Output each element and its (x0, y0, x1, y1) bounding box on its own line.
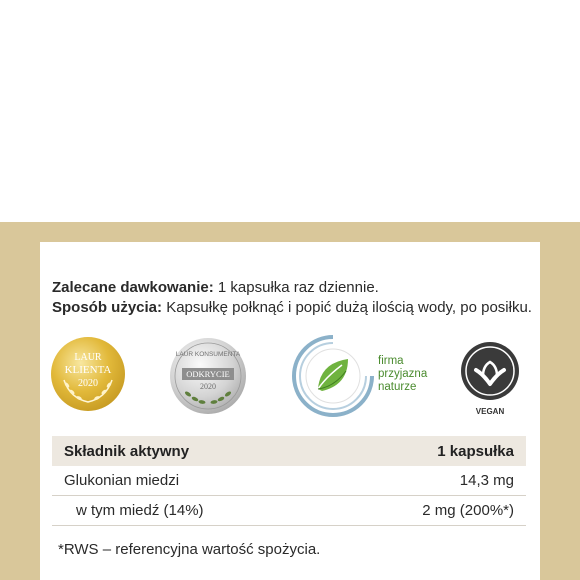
laur-konsumenta-top: LAUR KONSUMENTA (175, 351, 241, 358)
row-value: 14,3 mg (459, 472, 514, 489)
rws-footnote: *RWS – referencyjna wartość spożycia. (58, 541, 321, 558)
laur-konsumenta-year: 2020 (200, 382, 216, 391)
dosage-section (52, 278, 532, 318)
eco-leaf-icon (290, 333, 376, 419)
eco-line1: firma (378, 355, 404, 367)
laur-klienta-year: 2020 (78, 378, 98, 389)
table-row (52, 496, 526, 526)
row-value: 2 mg (200%*) (422, 502, 514, 519)
table-header (52, 436, 526, 466)
table-row (52, 466, 526, 496)
recommended-dosage: Zalecane dawkowanie: 1 kapsułka raz dziennie. (52, 279, 379, 296)
eco-text (378, 355, 427, 394)
vegan-label: VEGAN (475, 407, 505, 416)
laur-konsumenta-badge (168, 336, 248, 416)
laur-klienta-badge (50, 336, 126, 412)
laur-konsumenta-line1: ODKRYCIE (186, 369, 230, 379)
eco-line3: naturze (378, 381, 417, 393)
header-amount: 1 kapsułka (437, 442, 514, 460)
row-name: w tym miedź (14%) (76, 502, 204, 519)
laur-klienta-line1: LAUR (74, 352, 102, 363)
usage-instructions: Sposób użycia: Kapsułkę połknąć i popić dużą ilością wody, po posiłku. (52, 299, 532, 316)
laur-klienta-line2: KLIENTA (64, 364, 112, 376)
vegan-icon (459, 340, 521, 402)
nutrition-table (52, 436, 526, 526)
header-ingredient: Składnik aktywny (64, 442, 190, 460)
row-name: Glukonian miedzi (64, 472, 180, 489)
eco-line2: przyjazna (378, 368, 428, 380)
